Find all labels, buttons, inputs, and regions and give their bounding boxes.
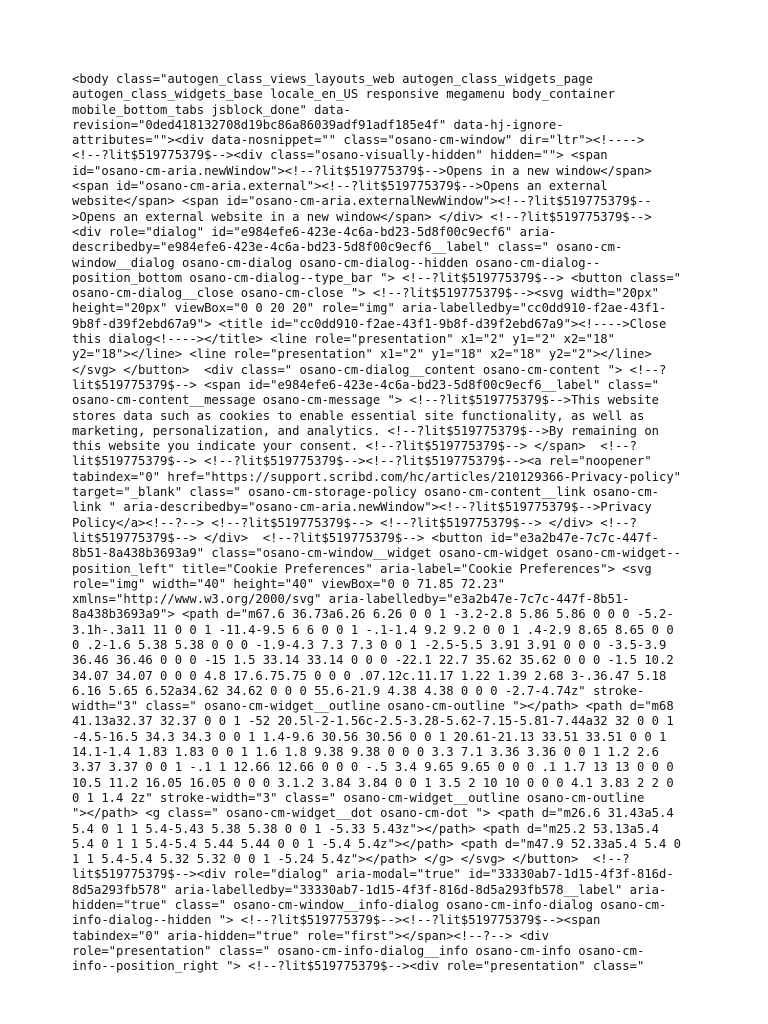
code-line: 36.46 36.46 0 0 0 -15 1.5 33.14 33.14 0 0 0 -22.1 22.7 35.62 35.62 0 0 0 -1.5 10.2 bbox=[72, 653, 674, 668]
code-line: position_left" title="Cookie Preferences" aria-label="Cookie Preferences"> <svg bbox=[72, 561, 652, 576]
code-line: marketing, personalization, and analytics. <!--?lit$519775379$-->By remaining on bbox=[72, 423, 659, 438]
code-line: tabindex="0" aria-hidden="true" role="first"></span><!--?--> <div bbox=[72, 928, 549, 943]
code-line: describedby="e984efe6-423e-4c6a-bd23-5d8f00c9ecf6__label" class=" osano-cm- bbox=[72, 240, 623, 255]
code-line: tabindex="0" href="https://support.scribd.com/hc/articles/210129366-Privacy-policy" bbox=[72, 469, 682, 484]
code-line: role="presentation" class=" osano-cm-info-dialog__info osano-cm-info osano-cm- bbox=[72, 943, 645, 958]
code-line: autogen_class_widgets_base locale_en_US responsive megamenu body_container bbox=[72, 87, 615, 102]
code-line: 14.1-1.4 1.83 1.83 0 0 1 1.6 1.8 9.38 9.38 0 0 0 3.3 7.1 3.36 3.36 0 0 1 1.2 2.6 bbox=[72, 745, 659, 760]
code-line: id="osano-cm-aria.newWindow"><!--?lit$519775379$-->Opens in a new window</span> bbox=[72, 163, 652, 178]
code-line: 0 1 1.4 2z" stroke-width="3" class=" osano-cm-widget__outline osano-cm-outline bbox=[72, 790, 645, 805]
code-line: revision="0ded418132708d19bc86a86039adf91adf185e4f" data-hj-ignore- bbox=[72, 117, 564, 132]
code-line: <!--?lit$519775379$--><div class="osano-visually-hidden" hidden=""> <span bbox=[72, 148, 608, 163]
code-line: info-dialog--hidden "> <!--?lit$519775379$--><!--?lit$519775379$--><span bbox=[72, 913, 601, 928]
code-line: width="3" class=" osano-cm-widget__outline osano-cm-outline "></path> <path d="m68 bbox=[72, 699, 674, 714]
code-line: 5.4 0 1 1 5.4-5.4 5.44 5.44 0 0 1 -5.4 5.4z"></path> <path d="m47.9 52.33a5.4 5.4 0 bbox=[72, 836, 682, 851]
code-line: target="_blank" class=" osano-cm-storage-policy osano-cm-content__link osano-cm- bbox=[72, 485, 659, 500]
code-line: website</span> <span id="osano-cm-aria.externalNewWindow"><!--?lit$519775379$-- bbox=[72, 194, 652, 209]
code-line: 10.5 11.2 16.05 16.05 0 0 0 3.1.2 3.84 3.84 0 0 1 3.5 2 10 10 0 0 0 4.1 3.83 2 2 0 bbox=[72, 775, 674, 790]
source-code-text bbox=[72, 72, 692, 975]
code-line: link " aria-describedby="osano-cm-aria.newWindow"><!--?lit$519775379$-->Privacy bbox=[72, 500, 652, 515]
code-line: <div role="dialog" id="e984efe6-423e-4c6a-bd23-5d8f00c9ecf6" aria- bbox=[72, 224, 557, 239]
code-line: <span id="osano-cm-aria.external"><!--?lit$519775379$-->Opens an external bbox=[72, 179, 608, 194]
code-line: lit$519775379$--><div role="dialog" aria-modal="true" id="33330ab7-1d15-4f3f-816d- bbox=[72, 867, 674, 882]
code-line: info--position_right "> <!--?lit$519775379$--><div role="presentation" class=" bbox=[72, 959, 645, 974]
code-line: 1 1 5.4-5.4 5.32 5.32 0 0 1 -5.24 5.4z"></path> </g> </svg> </button> <!--? bbox=[72, 852, 630, 867]
code-line: osano-cm-content__message osano-cm-message "> <!--?lit$519775379$-->This website bbox=[72, 393, 659, 408]
code-line: lit$519775379$--> <span id="e984efe6-423e-4c6a-bd23-5d8f00c9ecf6__label" class=" bbox=[72, 377, 659, 392]
code-line: position_bottom osano-cm-dialog--type_bar "> <!--?lit$519775379$--> <button class=" bbox=[72, 270, 682, 285]
code-line: "></path> <g class=" osano-cm-widget__dot osano-cm-dot "> <path d="m26.6 31.43a5.4 bbox=[72, 806, 674, 821]
code-line: 9b8f-d39f2ebd67a9"> <title id="cc0dd910-f2ae-43f1-9b8f-d39f2ebd67a9"><!---->Close bbox=[72, 316, 667, 331]
code-line: hidden="true" class=" osano-cm-window__info-dialog osano-cm-info-dialog osano-cm- bbox=[72, 898, 667, 913]
code-line: 41.13a32.37 32.37 0 0 1 -52 20.5l-2-1.56c-2.5-3.28-5.62-7.15-5.81-7.44a32 32 0 0 1 bbox=[72, 714, 674, 729]
code-line: Policy</a><!--?--> <!--?lit$519775379$--> <!--?lit$519775379$--> </div> <!--? bbox=[72, 515, 637, 530]
code-line: attributes=""><div data-nosnippet="" class="osano-cm-window" dir="ltr"><!----> bbox=[72, 133, 645, 148]
code-line: this dialog<!----></title> <line role="presentation" x1="2" y1="2" x2="18" bbox=[72, 332, 615, 347]
code-line: 3.1h-.3a11 11 0 0 1 -11.4-9.5 6 6 0 0 1 -.1-1.4 9.2 9.2 0 0 1 .4-2.9 8.65 8.65 0 0 bbox=[72, 622, 674, 637]
code-line: 8b51-8a438b3693a9" class="osano-cm-window__widget osano-cm-widget osano-cm-widget-- bbox=[72, 546, 682, 561]
code-line: lit$519775379$--> <!--?lit$519775379$--><!--?lit$519775379$--><a rel="noopener" bbox=[72, 454, 652, 469]
code-line: -4.5-16.5 34.3 34.3 0 0 1 1.4-9.6 30.56 30.56 0 0 1 20.61-21.13 33.51 33.51 0 0 1 bbox=[72, 729, 667, 744]
code-line: <body class="autogen_class_views_layouts_web autogen_class_widgets_page bbox=[72, 72, 593, 86]
code-line: window__dialog osano-cm-dialog osano-cm-dialog--hidden osano-cm-dialog-- bbox=[72, 255, 601, 270]
code-line: >Opens an external website in a new window</span> </div> <!--?lit$519775379$--> bbox=[72, 209, 652, 224]
code-line: 5.4 0 1 1 5.4-5.43 5.38 5.38 0 0 1 -5.33 5.43z"></path> <path d="m25.2 53.13a5.4 bbox=[72, 821, 659, 836]
code-line: 0 .2-1.6 5.38 5.38 0 0 0 -1.9-4.3 7.3 7.3 0 0 1 -2.5-5.5 3.91 3.91 0 0 0 -3.5-3.9 bbox=[72, 637, 667, 652]
code-line: lit$519775379$--> </div> <!--?lit$519775379$--> <button id="e3a2b47e-7c7c-447f- bbox=[72, 530, 659, 545]
code-line: 6.16 5.65 6.52a34.62 34.62 0 0 0 55.6-21.9 4.38 4.38 0 0 0 -2.7-4.74z" stroke- bbox=[72, 683, 645, 698]
code-line: </svg> </button> <div class=" osano-cm-dialog__content osano-cm-content "> <!--? bbox=[72, 362, 667, 377]
code-line: y2="18"></line> <line role="presentation" x1="2" y1="18" x2="18" y2="2"></line> bbox=[72, 347, 652, 362]
code-line: 8d5a293fb578" aria-labelledby="33330ab7-1d15-4f3f-816d-8d5a293fb578__label" aria- bbox=[72, 882, 667, 897]
code-line: stores data such as cookies to enable essential site functionality, as well as bbox=[72, 408, 645, 423]
code-line: mobile_bottom_tabs jsblock_done" data- bbox=[72, 102, 351, 117]
code-line: role="img" width="40" height="40" viewBox="0 0 71.85 72.23" bbox=[72, 576, 505, 591]
code-line: xmlns="http://www.w3.org/2000/svg" aria-labelledby="e3a2b47e-7c7c-447f-8b51- bbox=[72, 592, 630, 607]
code-line: osano-cm-dialog__close osano-cm-close "> <!--?lit$519775379$--><svg width="20px" bbox=[72, 286, 659, 301]
code-line: 34.07 34.07 0 0 0 4.8 17.6.75.75 0 0 0 .07.12c.11.17 1.22 1.39 2.68 3-.36.47 5.18 bbox=[72, 668, 667, 683]
code-line: height="20px" viewBox="0 0 20 20" role="img" aria-labelledby="cc0dd910-f2ae-43f1- bbox=[72, 301, 667, 316]
code-line: this website you indicate your consent. <!--?lit$519775379$--> </span> <!--? bbox=[72, 439, 637, 454]
code-line: 8a438b3693a9"> <path d="m67.6 36.73a6.26 6.26 0 0 1 -3.2-2.8 5.86 5.86 0 0 0 -5.2- bbox=[72, 607, 674, 622]
code-line: 3.37 3.37 0 0 1 -.1 1 12.66 12.66 0 0 0 -.5 3.4 9.65 9.65 0 0 0 .1 1.7 13 13 0 0 0 bbox=[72, 760, 674, 775]
